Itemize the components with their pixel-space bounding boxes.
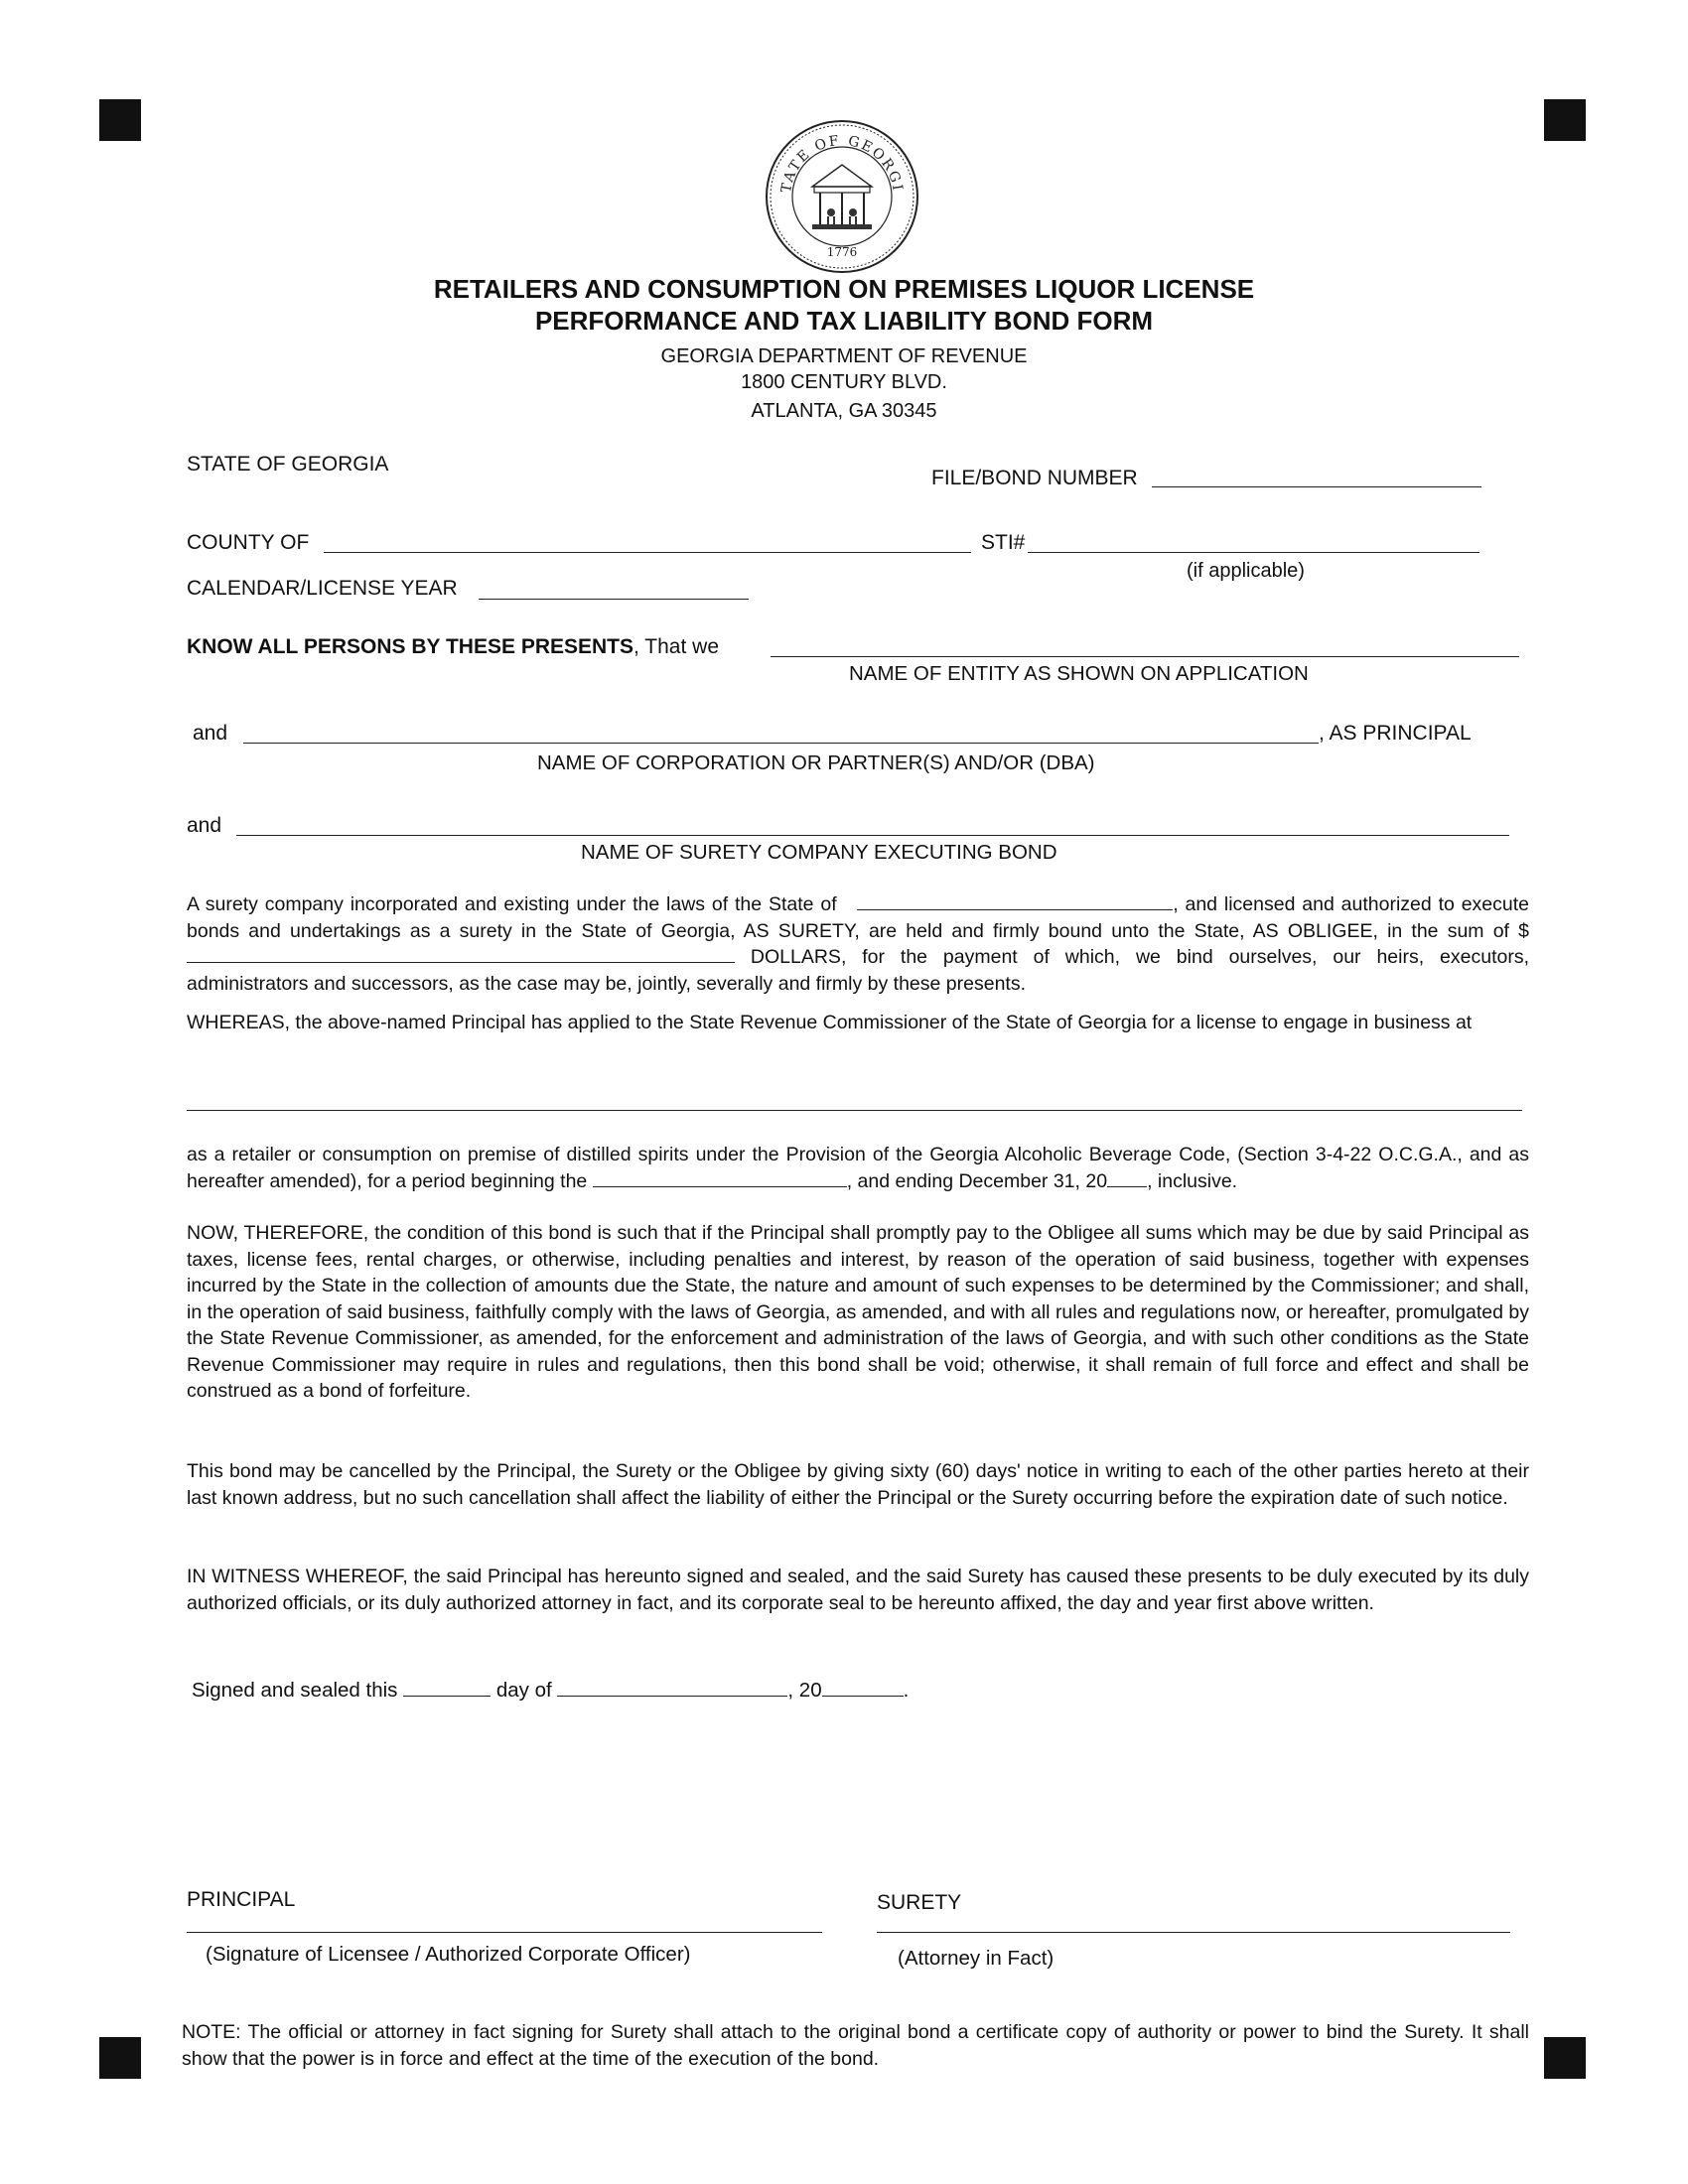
surety-state-input[interactable] [857, 891, 1173, 910]
period-start-input[interactable] [593, 1168, 847, 1187]
file-bond-label: FILE/BOND NUMBER [931, 467, 1138, 489]
calendar-year-label: CALENDAR/LICENSE YEAR [187, 577, 458, 600]
period-end-year-input[interactable] [1107, 1168, 1147, 1187]
file-bond-input[interactable] [1152, 486, 1481, 487]
witness-paragraph: IN WITNESS WHEREOF, the said Principal has hereunto signed and sealed, and the said Surety has caused these presents to be duly executed by its duly authorized officials, or its duly authorized attorney in fact, and its corporate seal to be hereunto affixed, the day and year first above written. [187, 1566, 1529, 1614]
department-street: 1800 CENTURY BLVD. [741, 371, 947, 393]
whereas-paragraph: WHEREAS, the above-named Principal has applied to the State Revenue Commissioner of the State of Georgia for a license to engage in business at [187, 1012, 1473, 1033]
entity-caption: NAME OF ENTITY AS SHOWN ON APPLICATION [849, 662, 1309, 685]
principal-name-input[interactable] [243, 743, 1319, 744]
business-address-input[interactable] [187, 1110, 1522, 1111]
state-label: STATE OF GEORGIA [187, 453, 389, 476]
surety-signature-input[interactable] [877, 1932, 1510, 1933]
now-therefore-paragraph: NOW, THEREFORE, the condition of this bond is such that if the Principal shall promptly pay to the Obligee all sums which may be due by said Principal as taxes, license fees, rental charges, or otherwise, including penalties and interest, by reason of the operation of said business, together with expenses incurred by the State in the collection of amounts due the State, the nature and amount of such expenses to be determined by the Commissioner; and shall, in the operation of said business, faithfully comply with the laws of Georgia, as amended, and with all rules and regulations now, or hereafter, promulgated by the State Revenue Commissioner, as amended, for the enforcement and administration of the laws of Georgia, and with such other conditions as the State Revenue Commissioner may require in rules and regulations, then this bond shall be void; otherwise, it shall remain of full force and effect and shall be construed as a bond of forfeiture. [187, 1222, 1529, 1402]
department-name: GEORGIA DEPARTMENT OF REVENUE [660, 345, 1028, 367]
surety-label: SURETY [877, 1891, 962, 1914]
sti-label: STI# [981, 531, 1026, 554]
signed-year-input[interactable] [822, 1678, 904, 1697]
sti-input[interactable] [1028, 552, 1479, 553]
signed-day-input[interactable] [403, 1678, 491, 1697]
registration-mark-bottom-left [99, 2037, 141, 2079]
form-title-line1: RETAILERS AND CONSUMPTION ON PREMISES LIQUOR LICENSE [433, 274, 1255, 304]
registration-mark-bottom-right [1544, 2037, 1586, 2079]
bond-amount-input[interactable] [187, 944, 735, 963]
signed-month-input[interactable] [557, 1678, 787, 1697]
if-applicable-note: (if applicable) [1187, 560, 1305, 582]
cancellation-paragraph: This bond may be cancelled by the Principal, the Surety or the Obligee by giving sixty (60) days' notice in writing to each of the other parties hereto at their last known address, but no such cancellation shall affect the liability of either the Principal or the Surety occurring before the expiration date of such notice. [187, 1460, 1529, 1509]
registration-mark-top-left [99, 99, 141, 141]
know-all-persons: KNOW ALL PERSONS BY THESE PRESENTS, That we [187, 635, 720, 658]
calendar-year-input[interactable] [479, 599, 749, 600]
surety-caption: NAME OF SURETY COMPANY EXECUTING BOND [581, 841, 1057, 864]
svg-text:STATE OF GEORGIA [763, 117, 906, 194]
surety-signature-caption: (Attorney in Fact) [898, 1947, 1055, 1970]
principal-signature-caption: (Signature of Licensee / Authorized Corporate Officer) [206, 1943, 691, 1966]
signed-sealed-line: Signed and sealed this day of , 20 . [192, 1679, 910, 1702]
county-input[interactable] [324, 552, 971, 553]
corporation-caption: NAME OF CORPORATION OR PARTNER(S) AND/OR (DBA) [537, 751, 1095, 774]
county-label: COUNTY OF [187, 531, 310, 554]
state-seal [763, 117, 921, 276]
surety-paragraph: A surety company incorporated and existing under the laws of the State of , and licensed and authorized to execute bonds and undertakings as a surety in the State of Georgia, AS SURETY, are held and firmly bound unto the State, AS OBLIGEE, in the sum of $ DOLLARS, for the payment of which, we bind ourselves, our heirs, executors, administrators and successors, as the case may be, jointly, severally and firmly by these presents. [187, 893, 1529, 995]
and-label-2: and [187, 814, 222, 837]
principal-label: PRINCIPAL [187, 1888, 296, 1911]
surety-company-input[interactable] [236, 835, 1509, 836]
as-principal-label: , AS PRINCIPAL [1319, 722, 1472, 745]
period-paragraph: as a retailer or consumption on premise of distilled spirits under the Provision of the Georgia Alcoholic Beverage Code, (Section 3-4-22 O.C.G.A., and as hereafter amended), for a period beginning the , and ending December 31, 20 , inclusive. [187, 1144, 1529, 1192]
and-label-1: and [193, 722, 228, 745]
registration-mark-top-right [1544, 99, 1586, 141]
entity-name-input[interactable] [771, 656, 1519, 657]
form-title-line2: PERFORMANCE AND TAX LIABILITY BOND FORM [534, 306, 1154, 336]
department-city: ATLANTA, GA 30345 [751, 400, 937, 422]
principal-signature-input[interactable] [187, 1932, 822, 1933]
seal-ring-text: TATE OF GEORGI [778, 132, 906, 195]
seal-year: 1776 [826, 245, 858, 259]
note-paragraph: NOTE: The official or attorney in fact signing for Surety shall attach to the original bond a certificate copy of authority or power to bind the Surety. It shall show that the power is in force and effect at the time of the execution of the bond. [182, 2021, 1529, 2070]
